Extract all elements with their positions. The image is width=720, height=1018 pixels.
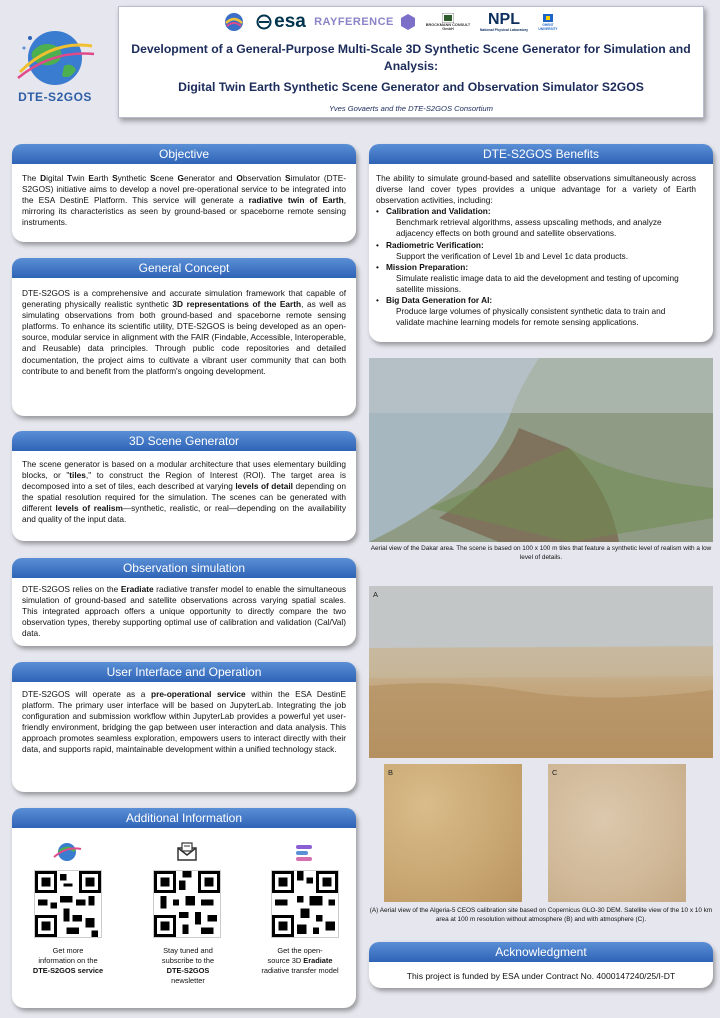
destine-logo	[222, 9, 246, 35]
brockmann-logo: BROCKMANN CONSULT GmbH	[424, 9, 472, 35]
npl-logo: NPL National Physical Laboratory	[479, 10, 529, 32]
figure-label-a: A	[373, 590, 379, 599]
algeria-aerial-image	[369, 586, 713, 758]
benefits-list	[376, 206, 696, 328]
eradiate-icon	[293, 842, 315, 864]
destine-resource-icon	[50, 840, 84, 864]
qr-code-service[interactable]	[34, 870, 102, 938]
observation-simulation-text: DTE-S2GOS relies on the Eradiate radiative transfer model to enable the simultaneous simulation of ground-based and satellite observations across varying spatial scales. This integrated approach offers a unique opportunity to directly compare the two observation types, thereby supporting optimal use of calibration and validation (Cal/Val) data.	[22, 584, 346, 639]
globe-icon	[12, 22, 98, 92]
figure-label-b: B	[388, 768, 394, 777]
user-interface-text: DTE-S2GOS will operate as a pre-operational service within the ESA DestinE platform. The primary user interface will be based on JupyterLab. Integrating the job configuration and submission workflow within JupyterLab provides a powerful yet user-friendly environment, bridging the gap between user interaction and data analysis. This approach promotes seamless exploration, empowers users to interact directly with their data, and supports rapid, maintainable development within a unified technology stack.	[22, 689, 346, 755]
rayference-mark-icon	[399, 9, 417, 35]
additional-info-title: Additional Information	[12, 808, 356, 828]
qr-code-eradiate[interactable]	[271, 870, 339, 938]
qr-code-icon	[272, 871, 338, 937]
benefits-intro: The ability to simulate ground-based and satellite observations simultaneously across diverse land cover types provides a unique advantage for a variety of Earth observation activities, including:	[376, 173, 696, 206]
scene-generator-text: The scene generator is based on a modular architecture that uses elementary building blocks, or "tiles," to construct the Region of Interest (ROI). The target area is decomposed into a set of tiles, each described at varying levels of detail depending on the spatial resolution required for the simulation. The scenes can be generated with different levels of realism—synthetic, realistic, or real—depending on the availability and quality of the input data.	[22, 459, 346, 525]
qr-code-icon	[35, 871, 101, 937]
dakar-caption: Aerial view of the Dakar area. The scene is based on 100 x 100 m tiles that feature a synthetic level of realism with a low level of details.	[370, 545, 712, 561]
qr-code-newsletter[interactable]	[153, 870, 221, 938]
rayference-logo: RAYFERENCE	[314, 16, 394, 28]
newsletter-envelope-icon	[176, 842, 198, 862]
poster-subtitle: Digital Twin Earth Synthetic Scene Generator and Observation Simulator S2GOS	[178, 80, 644, 94]
poster-title: Development of a General-Purpose Multi-Scale 3D Synthetic Scene Generator for Simulation and Analysis:	[131, 42, 691, 73]
benefits-title: DTE-S2GOS Benefits	[369, 144, 713, 164]
benefits-text	[376, 173, 696, 328]
general-concept-title: General Concept	[12, 258, 356, 278]
figure-label-c: C	[552, 768, 558, 777]
list-item: • Big Data Generation for AI: Produce large volumes of physically consistent synthetic data to train and validate machine learning models for remote sensing applications.	[376, 295, 696, 328]
observation-simulation-title: Observation simulation	[12, 558, 356, 578]
qr-code-icon	[154, 871, 220, 937]
ghent-university-logo: GHENT UNIVERSITY	[536, 9, 560, 35]
algeria-satellite-with-atmosphere-image	[548, 764, 686, 902]
poster-authors: Yves Govaerts and the DTE-S2GOS Consortium	[329, 104, 493, 113]
dte-s2gos-logo-text: DTE-S2GOS	[18, 90, 92, 104]
list-item: • Mission Preparation: Simulate realistic image data to aid the development and testing of upcoming satellite missions.	[376, 262, 696, 295]
objective-title: Objective	[12, 144, 356, 164]
newsletter-link-label[interactable]: Stay tuned and subscribe to the DTE-S2GOS newsletter	[161, 946, 215, 985]
user-interface-title: User Interface and Operation	[12, 662, 356, 682]
service-link-label[interactable]: Get more information on the DTE-S2GOS service	[32, 946, 104, 975]
partner-logos	[222, 7, 560, 37]
list-item: • Calibration and Validation: Benchmark retrieval algorithms, assess upscaling methods, and analyze adjacency effects on both ground and satellite observations.	[376, 206, 696, 239]
acknowledgment-title: Acknowledgment	[369, 942, 713, 962]
objective-text: The Digital Twin Earth Synthetic Scene Generator and Observation Simulator (DTE-S2GOS) initiative aims to develop a novel pre-operational service to be integrated into the ESA DestinE Platform. This service will generate a radiative twin of Earth, mirroring its characteristics as seen by ground-based or spaceborne remote sensing instruments.	[22, 173, 347, 228]
general-concept-text: DTE-S2GOS is a comprehensive and accurate simulation framework that capable of generating physically realistic synthetic 3D representations of the Earth, as well as simulating observations from both ground-based and spaceborne remote sensing platforms. To enhance its scientific utility, DTE-S2GOS is being developed as an open-source, modular service in alignment with the FAIR (Findable, Accessible, Interoperable, and Reusable) data principles. Through public code repositories and detailed documentation, the project aims to cultivate a vibrant user community that can both contribute to and benefit from the platform's ongoing development.	[22, 288, 347, 376]
dakar-aerial-image	[369, 358, 713, 542]
algeria-caption: (A) Aerial view of the Algeria-5 CEOS calibration site based on Copernicus GLO-30 DEM. Satellite view of the 10 x 10 km area at 100 m resolution without atmosphere (B) and with atmosphere (C).	[369, 907, 713, 923]
algeria-satellite-no-atmosphere-image	[384, 764, 522, 902]
esa-logo: esa	[253, 9, 309, 35]
list-item: • Radiometric Verification: Support the verification of Level 1b and Level 1c data products.	[376, 240, 696, 262]
eradiate-link-label[interactable]: Get the open- source 3D Eradiate radiative transfer model	[261, 946, 339, 975]
acknowledgment-text: This project is funded by ESA under Contract No. 4000147240/25/I-DT	[406, 971, 676, 981]
scene-generator-title: 3D Scene Generator	[12, 431, 356, 451]
